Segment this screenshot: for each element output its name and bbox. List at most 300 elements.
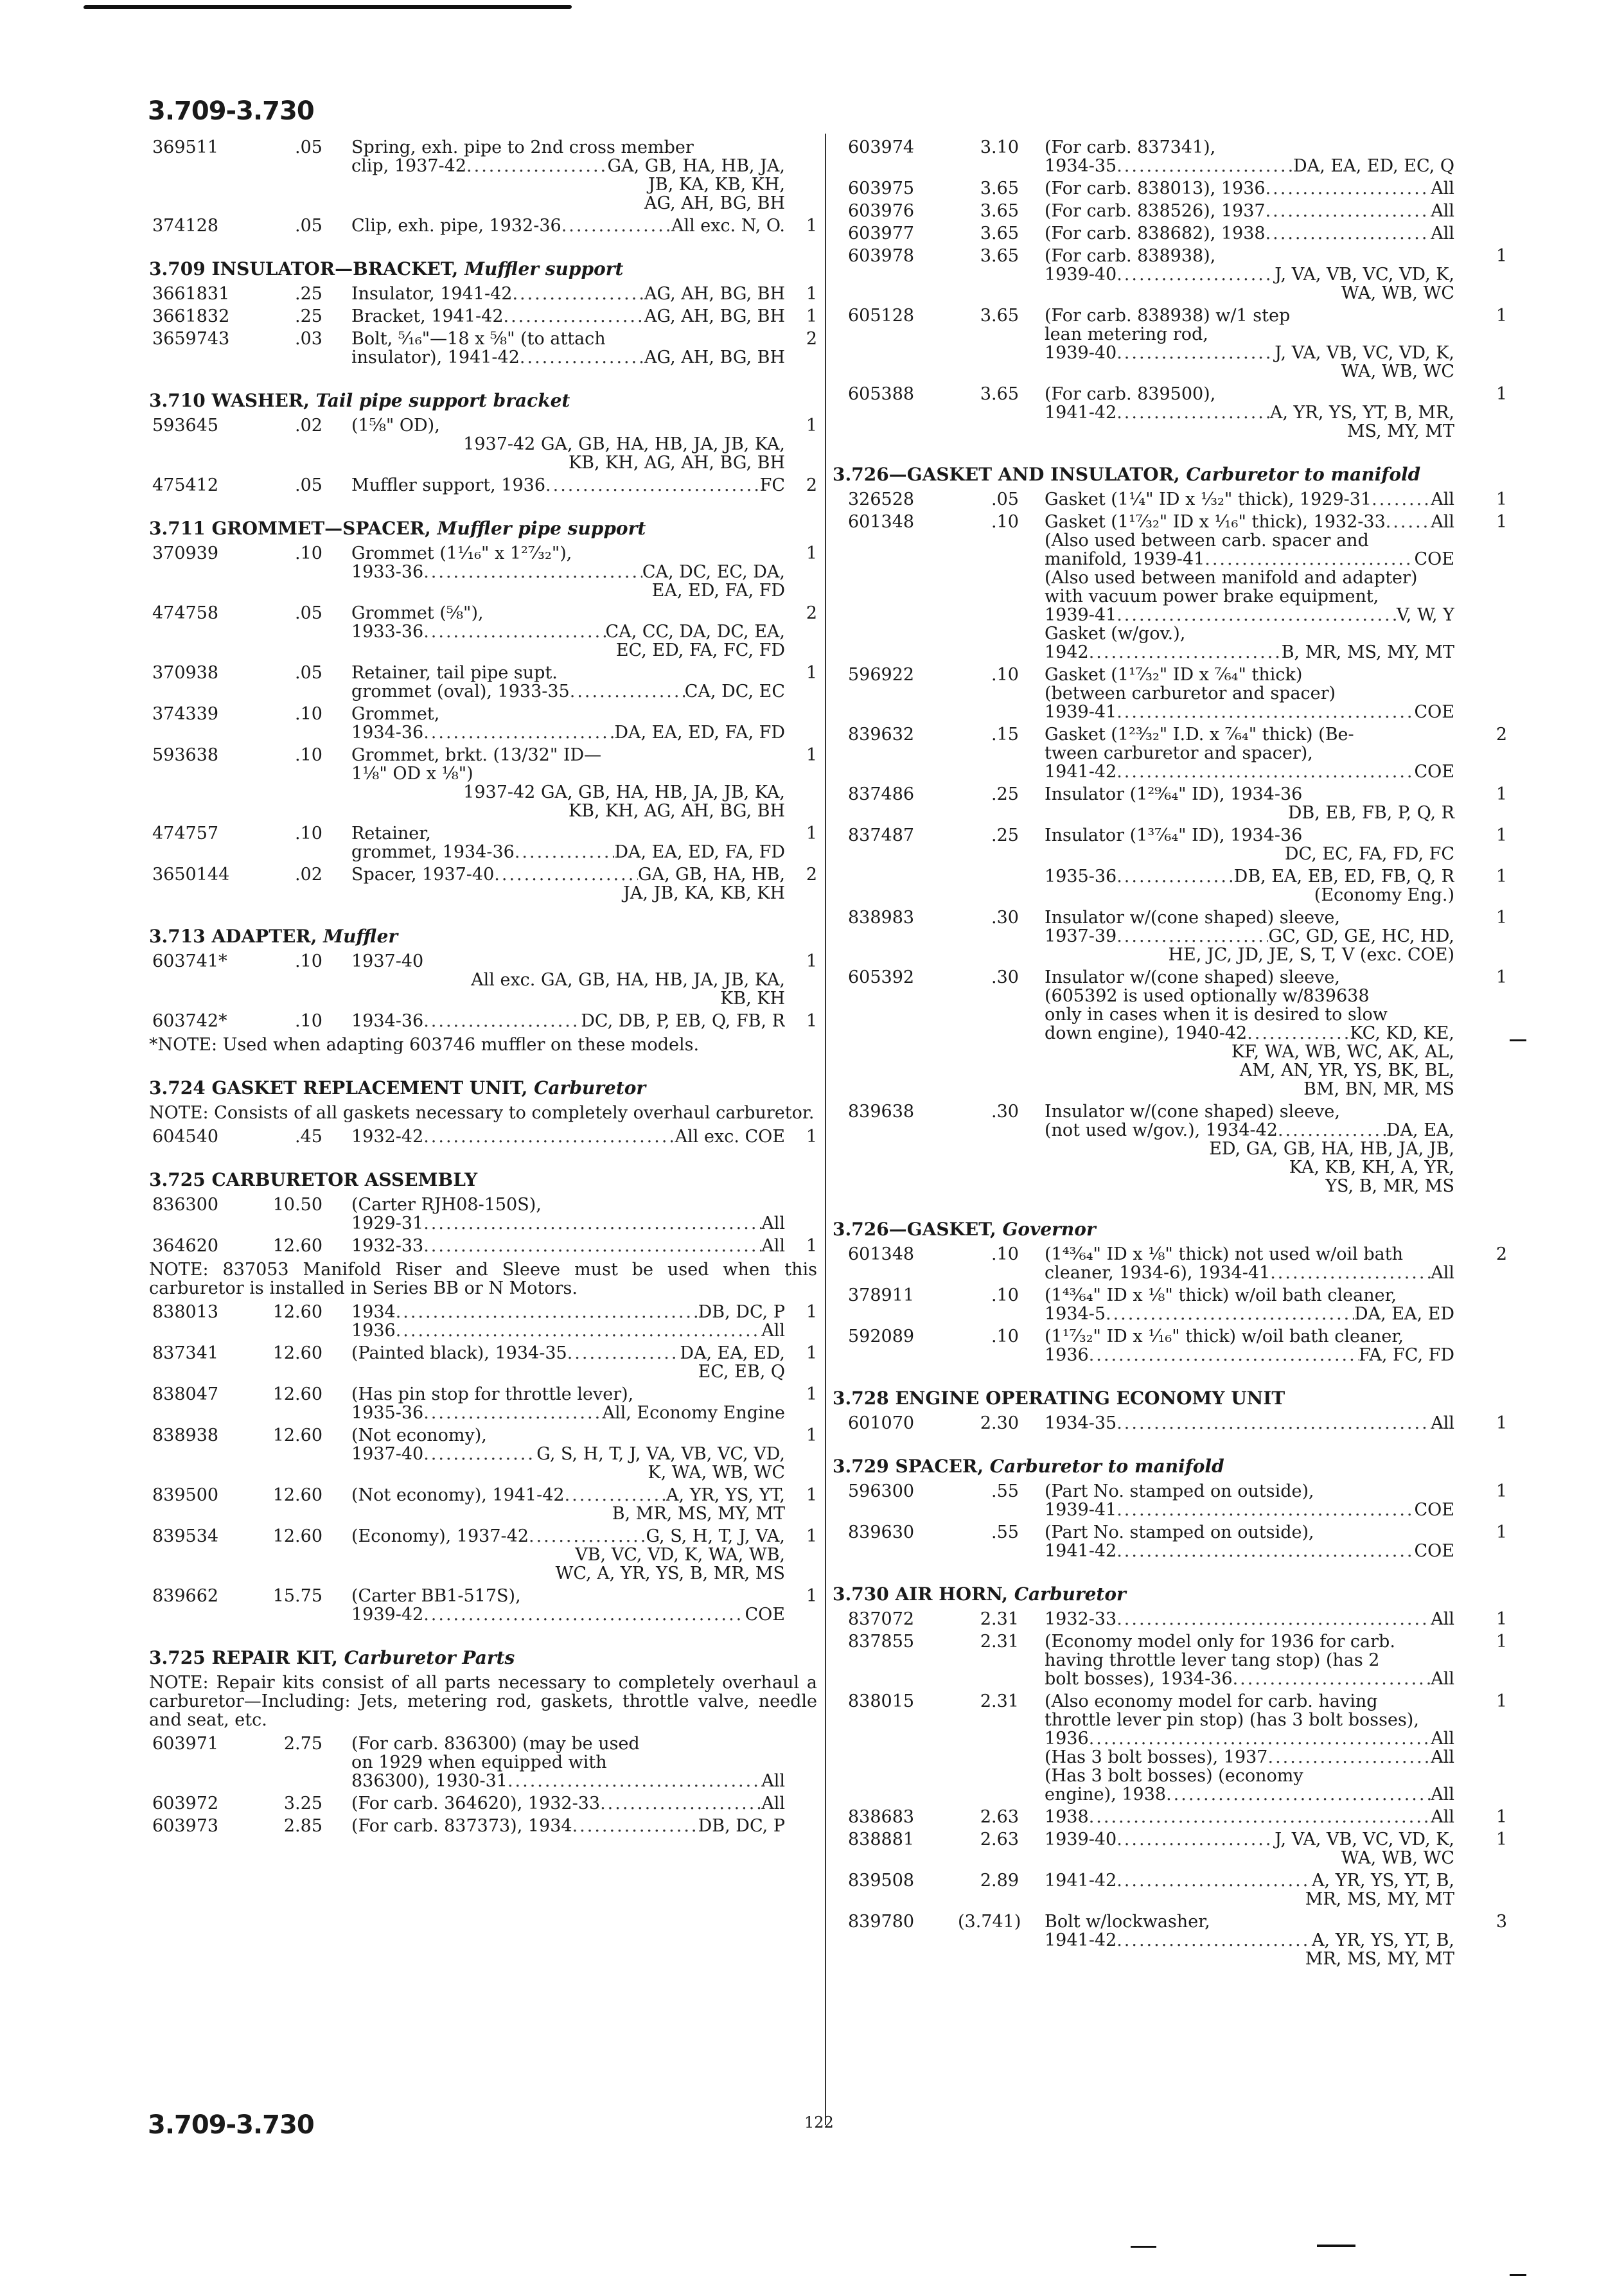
desc-text: 1934-36	[351, 1012, 424, 1030]
desc-models: MR, MS, MY, MT	[1305, 1889, 1454, 1909]
desc-text: 1934	[351, 1303, 396, 1321]
leader-dots	[423, 1404, 602, 1422]
desc-text: 1937-40	[351, 1445, 424, 1463]
desc-line	[351, 622, 785, 641]
desc-line	[1045, 1830, 1454, 1849]
desc-line	[351, 307, 785, 326]
leader-dots	[423, 1012, 581, 1030]
section-title: SPACER,	[895, 1456, 990, 1477]
desc-models: G, S, H, T, J, VA,	[646, 1527, 785, 1546]
desc-models: All exc. COE	[675, 1127, 785, 1146]
desc-models: DC, EC, FA, FD, FC	[1284, 844, 1454, 864]
desc-text: (For carb. 838682), 1938	[1045, 224, 1266, 243]
scan-mark	[1131, 2246, 1156, 2248]
leader-dots	[1233, 1670, 1431, 1688]
quantity: 1	[1496, 1830, 1507, 1849]
section-number: 3.709	[149, 258, 212, 279]
desc-models: All	[1431, 490, 1454, 509]
desc-line: (Economy model only for 1936 for carb.	[1045, 1632, 1395, 1652]
desc-line	[1045, 490, 1454, 509]
desc-line	[351, 348, 785, 367]
part-number: 370938	[152, 663, 219, 683]
quantity: 1	[806, 1011, 817, 1031]
leader-dots	[1089, 1729, 1431, 1748]
part-description	[1045, 179, 1454, 198]
desc-text: 1941-42	[1045, 763, 1117, 781]
section-heading	[149, 260, 817, 278]
part-row	[149, 865, 817, 903]
part-row	[149, 1486, 817, 1523]
desc-text: grommet (oval), 1933-35	[351, 682, 570, 701]
desc-models: HE, JC, JD, JE, S, T, V (exc. COE)	[1168, 945, 1454, 965]
desc-models: J, VA, VB, VC, VD, K,	[1275, 265, 1454, 284]
part-description	[1045, 725, 1454, 781]
section-title: REPAIR KIT,	[211, 1647, 344, 1668]
section-title: GROMMET—SPACER,	[211, 518, 437, 539]
quantity: 1	[1496, 1807, 1507, 1827]
quantity: 1	[1496, 1691, 1507, 1711]
desc-models: YS, B, MR, MS	[1325, 1176, 1454, 1196]
desc-text: (For carb. 837373), 1934	[351, 1817, 572, 1835]
desc-line: only in cases when it is desired to slow	[1045, 1005, 1388, 1025]
desc-line	[1045, 179, 1454, 198]
desc-models: WA, WB, WC	[1341, 362, 1454, 382]
part-description	[1045, 202, 1454, 220]
desc-models: DA, EA, ED, FA, FD	[614, 843, 785, 861]
leader-dots	[1106, 1305, 1354, 1323]
desc-models: DA, EA, ED, EC, Q	[1293, 157, 1454, 175]
desc-models: All, Economy Engine	[602, 1404, 785, 1422]
part-description	[351, 1527, 785, 1583]
section-title: INSULATOR—BRACKET,	[211, 258, 465, 279]
part-row	[833, 224, 1494, 243]
desc-models: DB, DC, P	[698, 1817, 785, 1835]
desc-models: DB, DC, P	[698, 1303, 785, 1321]
part-description	[1045, 1808, 1454, 1826]
desc-models: MR, MS, MY, MT	[1305, 1949, 1454, 1969]
part-number: 3659743	[152, 329, 230, 349]
part-number: 603972	[152, 1794, 219, 1813]
desc-line	[351, 1794, 785, 1813]
desc-models: KB, KH, AG, AH, BG, BH	[568, 801, 785, 821]
desc-models: DA, EA,	[1386, 1121, 1454, 1140]
desc-models: FA, FC, FD	[1358, 1346, 1454, 1364]
quantity: 1	[1496, 490, 1507, 509]
leader-dots	[504, 307, 645, 326]
desc-models: GA, GB, HA, HB,	[638, 865, 785, 884]
price: .10	[295, 745, 322, 765]
quantity: 1	[1496, 825, 1507, 845]
part-row	[833, 1327, 1494, 1364]
desc-line: (For carb. 836300) (may be used	[351, 1734, 640, 1754]
leader-dots	[494, 865, 638, 884]
section-title: CARBURETOR ASSEMBLY	[211, 1169, 478, 1190]
part-row	[833, 1522, 1507, 1560]
desc-models: AG, AH, BG, BH	[644, 193, 785, 213]
desc-models: All	[761, 1214, 785, 1233]
desc-line: throttle lever pin stop) (has 3 bolt bosses),	[1045, 1710, 1419, 1730]
desc-line	[1045, 643, 1454, 662]
desc-line: Bolt w/lockwasher,	[1045, 1912, 1210, 1932]
quantity: 1	[1496, 1481, 1507, 1501]
part-row	[833, 1413, 1507, 1433]
part-number: 838938	[152, 1425, 219, 1445]
part-number: 837487	[848, 825, 915, 845]
part-row	[149, 1303, 817, 1340]
quantity: 1	[1496, 1632, 1507, 1652]
part-row	[149, 705, 817, 742]
desc-line	[351, 1321, 785, 1340]
price: .10	[991, 1244, 1019, 1264]
leader-dots	[1116, 1610, 1431, 1628]
desc-models: COE	[1414, 703, 1454, 721]
part-number: 593638	[152, 745, 219, 765]
quantity: 1	[806, 951, 817, 971]
part-row	[833, 1807, 1507, 1827]
part-description	[1045, 666, 1454, 721]
quantity: 1	[1496, 967, 1507, 987]
section-subtitle: Carburetor	[534, 1077, 646, 1098]
price: 12.60	[272, 1302, 322, 1322]
desc-models: EC, EB, Q	[698, 1362, 785, 1382]
desc-line: Insulator (1²⁹⁄₆₄" ID), 1934-36	[1045, 784, 1303, 804]
desc-text: 1935-36	[1045, 867, 1117, 886]
desc-models: EC, ED, FA, FC, FD	[615, 640, 785, 660]
desc-models: AM, AN, YR, YS, BK, BL,	[1239, 1061, 1454, 1081]
desc-models: A, YR, YS, YT, B, MR,	[1269, 403, 1454, 422]
leader-dots	[1166, 1785, 1431, 1804]
price: 3.25	[283, 1794, 322, 1813]
part-number: 601070	[848, 1413, 915, 1433]
quantity: 1	[806, 543, 817, 563]
leader-dots	[423, 723, 614, 742]
leader-dots	[520, 348, 644, 367]
section-title: ENGINE OPERATING ECONOMY UNIT	[895, 1388, 1285, 1409]
part-number: 603973	[152, 1816, 219, 1836]
leader-dots	[561, 216, 671, 235]
section-subtitle: Tail pipe support bracket	[315, 390, 570, 411]
desc-line: Grommet (⅝"),	[351, 603, 484, 623]
part-number: 603976	[848, 201, 915, 221]
part-number: 3661832	[152, 306, 230, 326]
desc-line	[351, 216, 785, 235]
desc-models: All	[761, 1772, 785, 1790]
section-heading	[833, 1585, 1494, 1603]
part-number: 603978	[848, 246, 915, 266]
part-description	[351, 1794, 785, 1813]
part-description	[351, 664, 785, 701]
leader-dots	[545, 476, 760, 495]
desc-line	[1045, 1871, 1454, 1890]
desc-text: 1934-5	[1045, 1305, 1106, 1323]
quantity: 2	[806, 475, 817, 495]
part-row	[833, 1102, 1494, 1195]
part-description	[351, 307, 785, 326]
part-row	[149, 138, 817, 213]
desc-line: Insulator (1³⁷⁄₆₄" ID), 1934-36	[1045, 825, 1303, 845]
desc-text: 1941-42	[1045, 1871, 1117, 1890]
desc-line: Spring, exh. pipe to 2nd cross member	[351, 137, 694, 157]
part-description	[1045, 908, 1454, 964]
desc-text: (Not economy), 1941-42	[351, 1486, 565, 1504]
desc-models: KA, KB, KH, A, YR,	[1289, 1158, 1454, 1178]
part-row	[149, 544, 817, 600]
part-row	[833, 967, 1507, 1099]
desc-models: CA, DC, EC, DA,	[642, 563, 785, 581]
quantity: 1	[1496, 512, 1507, 532]
part-description	[351, 1385, 785, 1422]
quantity: 1	[806, 1526, 817, 1546]
desc-line	[1045, 867, 1454, 886]
price: (3.741)	[958, 1912, 1021, 1932]
desc-line	[1045, 1931, 1454, 1950]
part-row	[833, 1871, 1494, 1909]
desc-line: Insulator w/(cone shaped) sleeve,	[1045, 908, 1340, 928]
leader-dots	[423, 1214, 761, 1233]
price: .05	[295, 603, 322, 623]
part-number: 3661831	[152, 284, 230, 304]
scan-mark	[1317, 2245, 1355, 2247]
desc-models: WC, A, YR, YS, B, MR, MS	[555, 1564, 785, 1583]
desc-text: Clip, exh. pipe, 1932-36	[351, 216, 561, 235]
desc-line	[1045, 224, 1454, 243]
desc-line: (Also used between carb. spacer and	[1045, 531, 1369, 551]
part-description	[351, 1426, 785, 1482]
price: .25	[991, 825, 1019, 845]
section-heading	[149, 1079, 817, 1097]
part-description	[351, 1734, 785, 1790]
desc-line: (Part No. stamped on outside),	[1045, 1522, 1314, 1542]
leader-dots	[1372, 490, 1431, 509]
desc-models: COE	[1414, 763, 1454, 781]
section-heading	[833, 1220, 1494, 1239]
desc-models: KB, KH	[720, 989, 785, 1009]
part-number: 603977	[848, 224, 915, 243]
desc-line: (Carter RJH08-150S),	[351, 1195, 542, 1215]
section-subtitle: Carburetor	[1014, 1583, 1126, 1605]
quantity: 1	[806, 824, 817, 843]
part-description	[1045, 1102, 1454, 1195]
desc-models: KB, KH, AG, AH, BG, BH	[568, 453, 785, 473]
part-row	[149, 1734, 817, 1790]
quantity: 1	[806, 1586, 817, 1606]
desc-line	[1045, 1121, 1454, 1140]
price: 12.60	[272, 1236, 322, 1256]
part-row	[149, 824, 817, 861]
desc-line	[351, 1344, 785, 1363]
section-number: 3.711	[149, 518, 212, 539]
price: 3.10	[980, 137, 1019, 157]
desc-models: DA, EA, ED	[1354, 1305, 1454, 1323]
section-subtitle: Muffler	[323, 926, 398, 947]
price: .10	[991, 1285, 1019, 1305]
desc-line	[351, 1445, 785, 1463]
part-description	[351, 1587, 785, 1624]
section-number: 3.710	[149, 390, 212, 411]
desc-models: DB, EA, EB, ED, FB, Q, R	[1233, 867, 1454, 886]
part-number: 839534	[152, 1526, 219, 1546]
desc-models: AG, AH, BG, BH	[644, 307, 785, 326]
section-number: 3.729	[833, 1456, 896, 1477]
desc-text: 1941-42	[1045, 403, 1117, 422]
part-row	[149, 330, 817, 367]
desc-line	[351, 1486, 785, 1504]
desc-models: DA, EA, ED, FA, FD	[614, 723, 785, 742]
quantity: 1	[806, 1302, 817, 1322]
desc-models: K, WA, WB, WC	[648, 1463, 785, 1483]
part-number: 837486	[848, 784, 915, 804]
leader-dots	[1205, 550, 1414, 569]
desc-line	[351, 1127, 785, 1146]
desc-text: (Painted black), 1934-35	[351, 1344, 567, 1363]
desc-text: 1942	[1045, 643, 1089, 662]
part-description	[351, 1486, 785, 1523]
quantity: 2	[806, 865, 817, 885]
price: .30	[991, 1102, 1019, 1122]
part-row	[833, 1691, 1507, 1804]
desc-line	[1045, 606, 1454, 624]
price: .10	[295, 704, 322, 724]
price: 2.31	[980, 1609, 1019, 1629]
desc-text: 1939-40	[1045, 344, 1117, 362]
price: 2.63	[980, 1830, 1019, 1849]
desc-text: 1934-36	[351, 723, 424, 742]
leader-dots	[1116, 606, 1397, 624]
desc-line: having throttle lever tang stop) (has 2	[1045, 1650, 1380, 1670]
quantity: 1	[1496, 1522, 1507, 1542]
part-row	[149, 285, 817, 303]
part-description	[351, 865, 785, 903]
desc-models: All	[761, 1794, 785, 1813]
price: .10	[295, 543, 322, 563]
desc-models: FC	[759, 476, 785, 495]
desc-text: 1935-36	[351, 1404, 424, 1422]
desc-models: All exc. GA, GB, HA, HB, JA, JB, KA,	[471, 970, 785, 990]
quantity: 1	[806, 663, 817, 683]
desc-line	[1045, 1264, 1454, 1282]
leader-dots	[1089, 643, 1282, 662]
desc-models: A, YR, YS, YT, B,	[1312, 1871, 1454, 1890]
desc-line: (Carter BB1-517S),	[351, 1586, 521, 1606]
price: .55	[991, 1522, 1019, 1542]
desc-line	[351, 285, 785, 303]
quantity: 1	[1496, 1609, 1507, 1629]
desc-models: BM, BN, MR, MS	[1303, 1079, 1454, 1099]
desc-line	[351, 476, 785, 495]
section-title: GASKET REPLACEMENT UNIT,	[211, 1077, 534, 1098]
part-row	[833, 825, 1507, 864]
leader-dots	[529, 1527, 646, 1546]
desc-line	[1045, 1542, 1454, 1560]
desc-line: Grommet (1¹⁄₁₆" x 1²⁷⁄₃₂"),	[351, 543, 572, 563]
desc-models: GC, GD, GE, HC, HD,	[1268, 927, 1454, 946]
part-description	[351, 824, 785, 861]
section-note: NOTE: Consists of all gaskets necessary to completely overhaul carburetor.	[149, 1103, 815, 1123]
page-header-code: 3.709-3.730	[148, 96, 314, 126]
part-description	[1045, 1414, 1454, 1433]
desc-text: 1939-41	[1045, 606, 1117, 624]
leader-dots	[1116, 344, 1275, 362]
part-number: 326528	[848, 490, 915, 509]
price: 3.65	[980, 246, 1019, 266]
leader-dots	[1270, 1264, 1431, 1282]
part-number: 370939	[152, 543, 219, 563]
part-row	[149, 604, 817, 660]
desc-line: tween carburetor and spacer),	[1045, 743, 1313, 763]
part-description	[351, 1237, 785, 1255]
desc-models: DA, EA, ED,	[680, 1344, 785, 1363]
price: .55	[991, 1481, 1019, 1501]
part-number: 603975	[848, 179, 915, 198]
part-description	[1045, 1692, 1454, 1804]
price: 12.60	[272, 1485, 322, 1505]
desc-text: (not used w/gov.), 1934-42	[1045, 1121, 1278, 1140]
part-row	[149, 216, 817, 235]
desc-line	[1045, 1670, 1454, 1688]
price: 3.65	[980, 384, 1019, 404]
desc-models: COE	[745, 1605, 785, 1624]
part-number: 592089	[848, 1327, 915, 1346]
section-title: WASHER,	[211, 390, 316, 411]
desc-models: CA, CC, DA, DC, EA,	[605, 622, 785, 641]
section-heading	[149, 1170, 817, 1189]
quantity: 1	[1496, 784, 1507, 804]
price: .25	[295, 284, 322, 304]
leader-dots	[1116, 403, 1270, 422]
quantity: 2	[806, 603, 817, 623]
desc-models: B, MR, MS, MY, MT	[612, 1504, 785, 1524]
leader-dots	[1116, 703, 1414, 721]
part-description	[1045, 513, 1454, 662]
quantity: 2	[1496, 725, 1507, 745]
part-row	[833, 666, 1494, 721]
part-row	[833, 1632, 1507, 1688]
part-description	[351, 604, 785, 660]
desc-line: (between carburetor and spacer)	[1045, 684, 1336, 703]
part-row	[833, 246, 1507, 303]
desc-line	[351, 157, 785, 175]
desc-text: Muffler support, 1936	[351, 476, 546, 495]
part-number: 838015	[848, 1691, 915, 1711]
desc-line: (For carb. 838938) w/1 step	[1045, 306, 1291, 326]
desc-line	[351, 723, 785, 742]
part-number: 593645	[152, 416, 219, 436]
quantity: 1	[1496, 908, 1507, 928]
leader-dots	[1116, 1414, 1431, 1433]
quantity: 1	[806, 284, 817, 304]
part-row	[833, 138, 1494, 175]
part-description	[1045, 785, 1454, 822]
part-description	[1045, 1286, 1454, 1323]
part-row	[149, 416, 817, 472]
part-row	[833, 1609, 1507, 1629]
part-description	[351, 1344, 785, 1381]
leader-dots	[1116, 763, 1414, 781]
desc-models: VB, VC, VD, K, WA, WB,	[575, 1545, 785, 1565]
desc-models: COE	[1414, 550, 1454, 569]
part-row	[149, 307, 817, 326]
leader-dots	[396, 1303, 698, 1321]
part-row	[149, 1426, 817, 1482]
part-description	[1045, 968, 1454, 1098]
part-row	[149, 1587, 817, 1624]
desc-models: All	[1431, 513, 1454, 531]
desc-line	[1045, 1748, 1454, 1767]
desc-text: Gasket (1¹⁷⁄₃₂" ID x ¹⁄₁₆" thick), 1932-33	[1045, 513, 1386, 531]
section-heading	[833, 465, 1494, 484]
part-number: 839508	[848, 1871, 915, 1891]
desc-line: (1⅝" OD),	[351, 416, 440, 436]
